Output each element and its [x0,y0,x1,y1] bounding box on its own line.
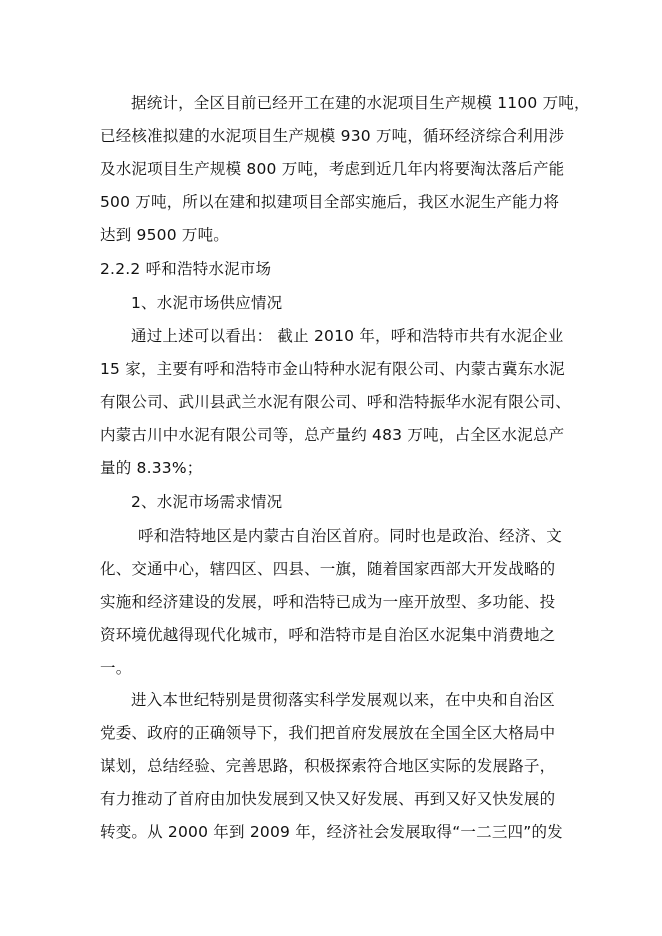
paragraph-line: 据统计，全区目前已经开工在建的水泥项目生产规模 1100 万吨， [131,94,590,112]
paragraph-line: 一。 [100,659,132,677]
paragraph-line: 及水泥项目生产规模 800 万吨，考虑到近几年内将要淘汰落后产能 [100,160,565,178]
paragraph-line: 转变。从 2000 年到 2009 年，经济社会发展取得“一二三四”的发 [100,823,563,841]
paragraph-line: 有限公司、武川县武兰水泥有限公司、呼和浩特振华水泥有限公司、 [100,393,572,411]
paragraph-line: 化、交通中心，辖四区、四县、一旗，随着国家西部大开发战略的 [100,560,556,578]
paragraph-line: 进入本世纪特别是贯彻落实科学发展观以来，在中央和自治区 [131,691,555,709]
paragraph-line: 谋划，总结经验、完善思路，积极探索符合地区实际的发展路子， [100,757,556,775]
paragraph-line: 呼和浩特地区是内蒙古自治区首府。同时也是政治、经济、文 [138,527,562,545]
subsection-heading: 2、水泥市场需求情况 [131,493,283,511]
paragraph-line: 内蒙古川中水泥有限公司等，总产量约 483 万吨，占全区水泥总产 [100,426,565,444]
paragraph-line: 已经核准拟建的水泥项目生产规模 930 万吨，循环经济综合利用涉 [100,127,565,145]
paragraph-line: 资环境优越得现代化城市，呼和浩特市是自治区水泥集中消费地之 [100,626,556,644]
section-heading: 2.2.2 呼和浩特水泥市场 [100,260,272,278]
subsection-heading: 1、水泥市场供应情况 [131,294,283,312]
paragraph-line: 达到 9500 万吨。 [100,226,230,244]
paragraph-line: 党委、政府的正确领导下，我们把首府发展放在全国全区大格局中 [100,724,556,742]
paragraph-line: 通过上述可以看出： 截止 2010 年，呼和浩特市共有水泥企业 [131,327,564,345]
paragraph-line: 有力推动了首府由加快发展到又快又好发展、再到又好又快发展的 [100,790,556,808]
paragraph-line: 500 万吨，所以在建和拟建项目全部实施后，我区水泥生产能力将 [100,193,560,211]
paragraph-line: 实施和经济建设的发展，呼和浩特已成为一座开放型、多功能、投 [100,593,556,611]
paragraph-line: 量的 8.33%； [100,459,203,477]
paragraph-line: 15 家，主要有呼和浩特市金山特种水泥有限公司、内蒙古冀东水泥 [100,360,565,378]
